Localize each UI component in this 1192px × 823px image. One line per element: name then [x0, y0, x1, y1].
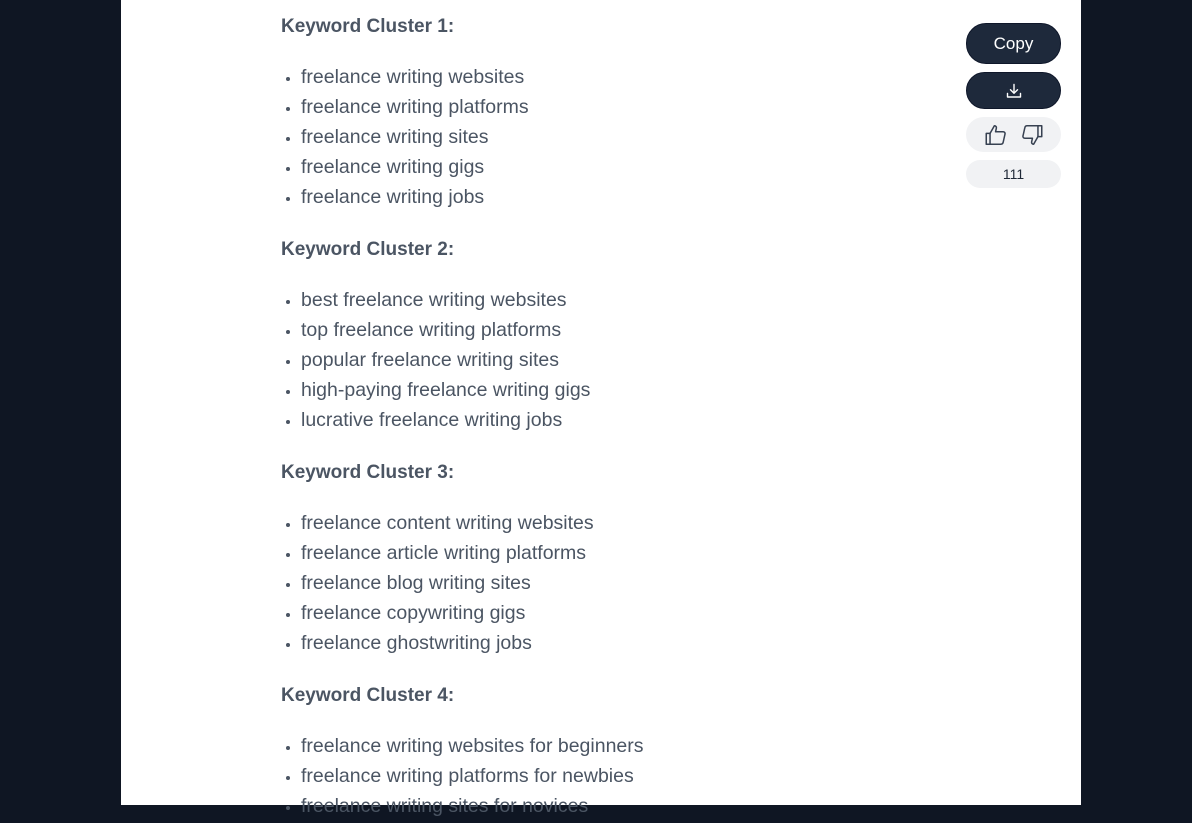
list-item: • freelance writing platforms for newbies [301, 761, 921, 791]
cluster-heading: Keyword Cluster 2: [281, 239, 455, 260]
keyword-cluster-4 [281, 684, 921, 821]
list-item: • top freelance writing platforms [301, 315, 921, 345]
content-panel [121, 0, 1081, 817]
list-item: • freelance writing sites for novices [301, 791, 921, 821]
feedback-group [966, 117, 1061, 152]
thumbs-up-icon[interactable] [983, 122, 1009, 148]
list-item: • freelance copywriting gigs [301, 598, 921, 628]
response-count-badge: 111 [966, 160, 1061, 188]
list-item: • freelance writing websites [301, 62, 921, 92]
list-item: • freelance writing platforms [301, 92, 921, 122]
cluster-list [281, 62, 921, 212]
keyword-clusters [281, 0, 921, 821]
list-item: • lucrative freelance writing jobs [301, 405, 921, 435]
cluster-heading: Keyword Cluster 3: [281, 462, 455, 483]
cluster-list [281, 731, 921, 821]
keyword-cluster-2 [281, 238, 921, 435]
list-item: • freelance content writing websites [301, 508, 921, 538]
list-item: • high-paying freelance writing gigs [301, 375, 921, 405]
thumbs-down-icon[interactable] [1019, 122, 1045, 148]
copy-button[interactable]: Copy [966, 23, 1061, 64]
list-item: • freelance writing websites for beginners [301, 731, 921, 761]
list-item: • best freelance writing websites [301, 285, 921, 315]
list-item: • freelance writing gigs [301, 152, 921, 182]
keyword-cluster-1 [281, 15, 921, 212]
cluster-heading: Keyword Cluster 4: [281, 685, 455, 706]
cluster-list [281, 508, 921, 658]
list-item: • freelance ghostwriting jobs [301, 628, 921, 658]
cluster-heading: Keyword Cluster 1: [281, 16, 455, 37]
response-actions [966, 23, 1061, 188]
cluster-list [281, 285, 921, 435]
list-item: • freelance writing sites [301, 122, 921, 152]
list-item: • popular freelance writing sites [301, 345, 921, 375]
list-item: • freelance article writing platforms [301, 538, 921, 568]
download-button[interactable] [966, 72, 1061, 109]
keyword-cluster-3 [281, 461, 921, 658]
download-icon [1005, 82, 1023, 100]
list-item: • freelance writing jobs [301, 182, 921, 212]
list-item: • freelance blog writing sites [301, 568, 921, 598]
